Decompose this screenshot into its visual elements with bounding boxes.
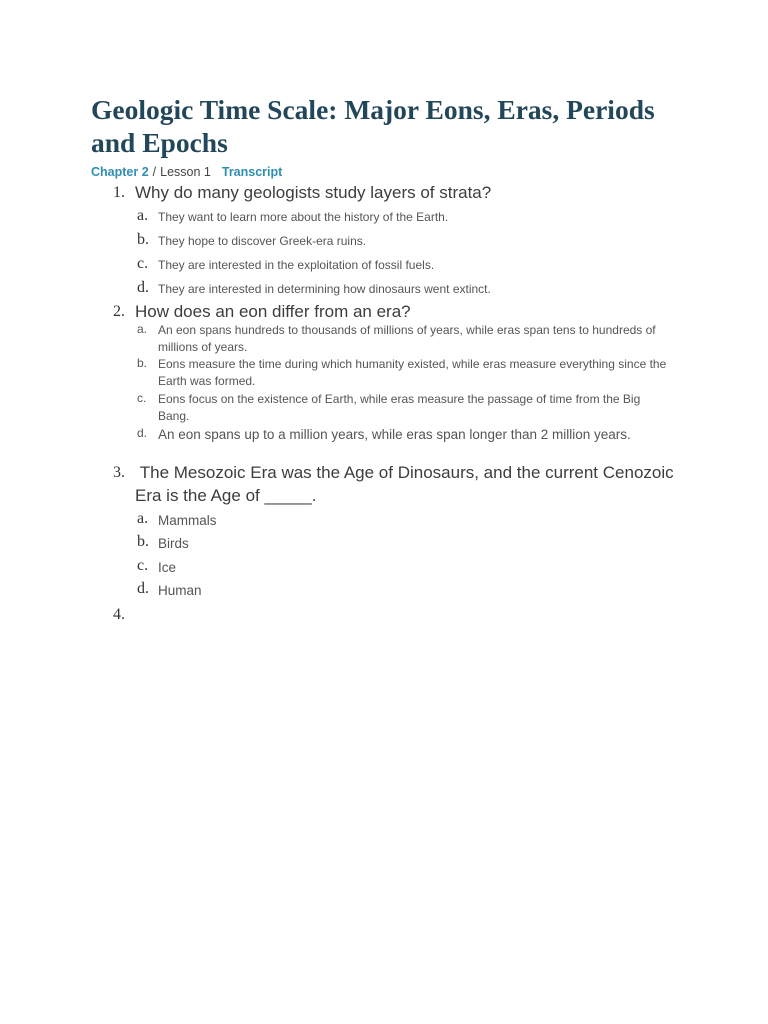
question-number: 3. (113, 464, 125, 481)
option-text: An eon spans hundreds to thousands of millions of years, while eras span tens to hundreds of millions of years. (158, 323, 656, 354)
question-number: 2. (113, 303, 125, 320)
option-text: An eon spans up to a million years, while eras span longer than 2 million years. (158, 427, 631, 442)
question-number: 1. (113, 184, 125, 201)
option-letter: b. (137, 356, 148, 370)
option-letter: b. (137, 533, 149, 550)
question-text: Why do many geologists study layers of strata? (135, 183, 492, 202)
option-letter: b. (137, 231, 149, 248)
option-letter: c. (137, 255, 149, 272)
option-letter: c. (137, 391, 147, 405)
breadcrumb-lesson: Lesson 1 (160, 165, 211, 179)
transcript-link[interactable]: Transcript (221, 165, 283, 179)
option-letter: a. (137, 207, 149, 224)
option-letter: d. (137, 279, 149, 296)
option-letter: d. (137, 580, 149, 597)
breadcrumb (91, 164, 282, 180)
option-text: They are interested in the exploitation of fossil fuels. (158, 258, 435, 272)
breadcrumb-separator: / (152, 165, 157, 179)
option-text: Human (158, 583, 202, 598)
option-letter: c. (137, 557, 149, 574)
option-letter: a. (137, 322, 148, 336)
option-letter: a. (137, 510, 149, 527)
question-text: The Mesozoic Era was the Age of Dinosaurs, and the current Cenozoic Era is the Age of _____. (135, 463, 679, 505)
question-text: How does an eon differ from an era? (135, 302, 411, 321)
option-text: Birds (158, 536, 189, 551)
option-letter: d. (137, 426, 148, 440)
option-text: Eons measure the time during which humanity existed, while eras measure everything since the Earth was formed. (158, 357, 667, 388)
option-text: Ice (158, 560, 177, 575)
page-title: Geologic Time Scale: Major Eons, Eras, Periods and Epochs (91, 94, 655, 158)
option-text: Eons focus on the existence of Earth, while eras measure the passage of time from the Big Bang. (158, 392, 641, 423)
option-text: They hope to discover Greek-era ruins. (158, 234, 367, 248)
option-text: They are interested in determining how dinosaurs went extinct. (158, 282, 491, 296)
breadcrumb-chapter-link[interactable]: Chapter 2 (91, 165, 149, 179)
option-text: They want to learn more about the history of the Earth. (158, 210, 449, 224)
question-number: 4. (113, 606, 125, 623)
option-text: Mammals (158, 513, 217, 528)
